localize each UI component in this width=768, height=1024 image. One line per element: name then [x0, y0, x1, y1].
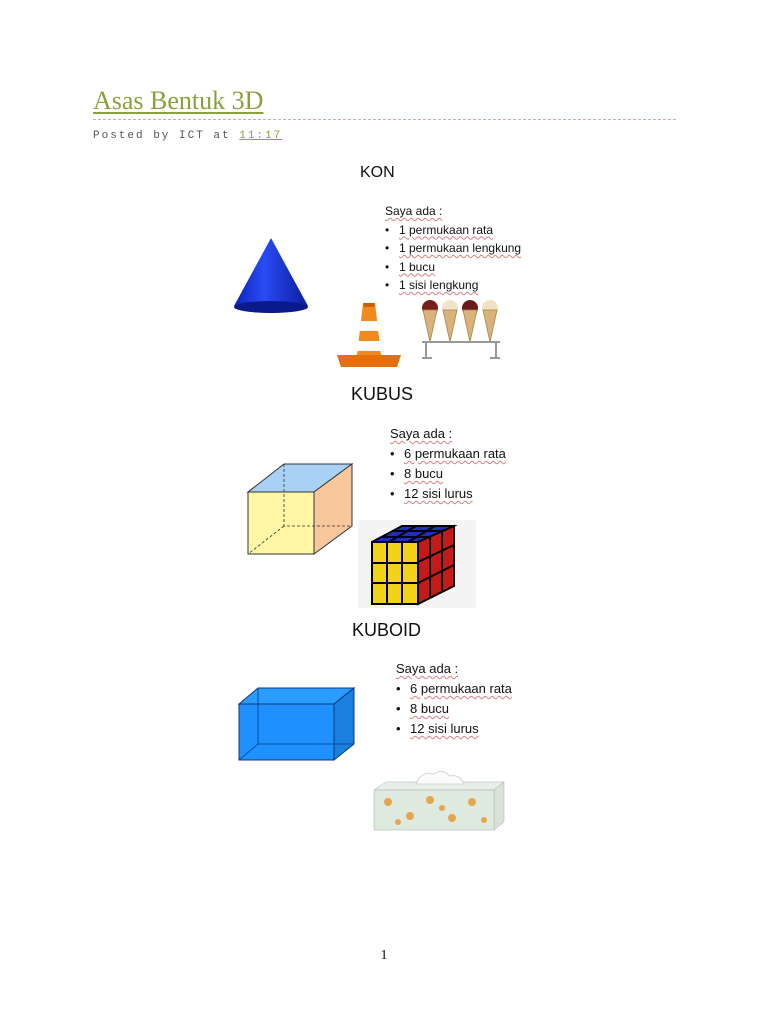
rubiks-cube-icon — [358, 520, 476, 608]
post-time-link[interactable]: 11:17 — [239, 130, 283, 142]
kon-list — [385, 221, 521, 295]
cuboid-shape-icon — [236, 686, 356, 764]
list-item: • 1 permukaan rata — [385, 221, 521, 240]
list-item: • 1 bucu — [385, 258, 521, 277]
list-item: • 1 sisi lengkung — [385, 276, 521, 295]
kon-info — [385, 202, 521, 295]
kubus-heading: KUBUS — [351, 384, 414, 404]
tissue-box-icon — [372, 770, 506, 832]
kuboid-info — [396, 659, 512, 739]
kubus-list — [390, 444, 506, 504]
kon-intro: Saya ada : — [385, 204, 443, 218]
list-item: • 6 permukaan rata — [396, 679, 512, 699]
list-item: • 12 sisi lurus — [396, 719, 512, 739]
ice-cream-cones-icon — [418, 298, 504, 364]
meta-prefix: Posted by ICT at — [93, 130, 231, 142]
list-item: • 12 sisi lurus — [390, 484, 506, 504]
title-divider — [93, 119, 676, 120]
kuboid-list — [396, 679, 512, 739]
post-title-link[interactable]: Asas Bentuk 3D — [93, 86, 264, 115]
kon-heading: KON — [360, 164, 395, 181]
list-item: • 6 permukaan rata — [390, 444, 506, 464]
cone-shape-icon — [230, 236, 312, 316]
list-item: • 8 bucu — [390, 464, 506, 484]
kubus-intro: Saya ada : — [390, 426, 453, 441]
list-item: • 8 bucu — [396, 699, 512, 719]
page-number: 1 — [380, 948, 388, 963]
kuboid-intro: Saya ada : — [396, 661, 459, 676]
post-meta — [93, 130, 282, 142]
traffic-cone-icon — [333, 299, 405, 369]
cube-shape-icon — [244, 462, 354, 556]
list-item: • 1 permukaan lengkung — [385, 239, 521, 258]
kuboid-heading: KUBOID — [352, 620, 422, 640]
kubus-info — [390, 424, 506, 504]
